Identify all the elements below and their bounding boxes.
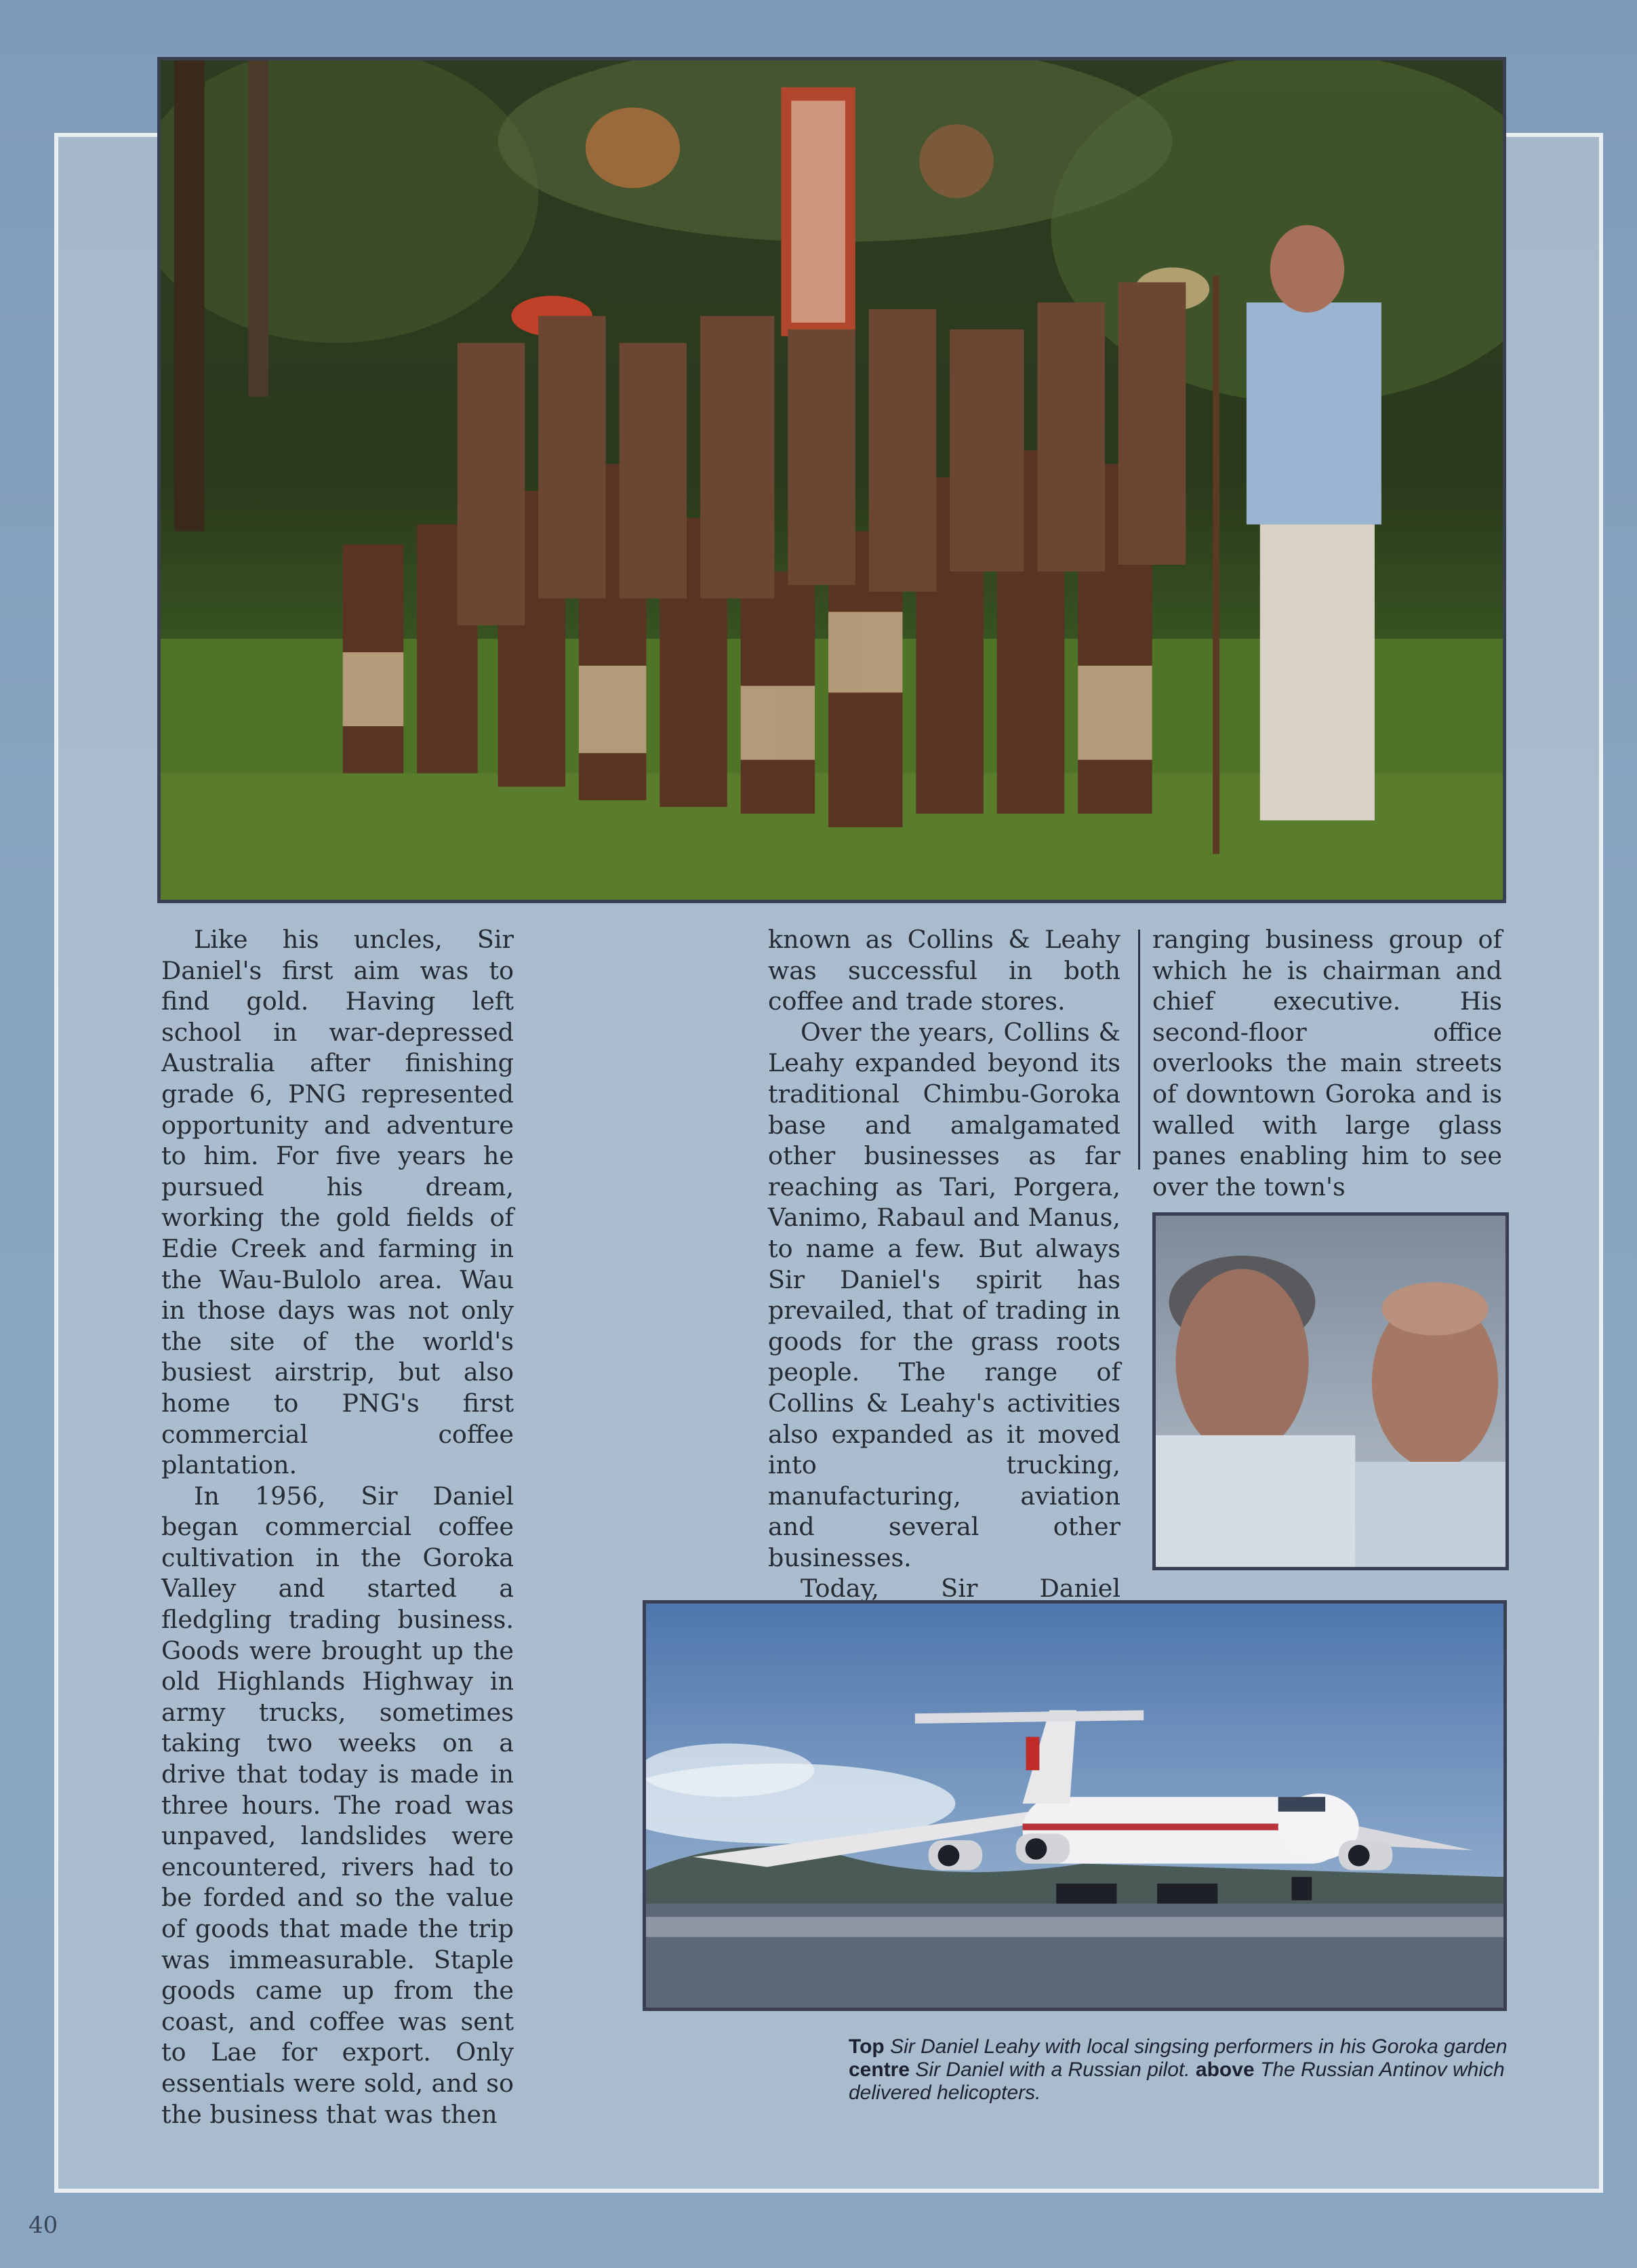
photo-caption [849,2035,1513,2105]
photo-singsing-performers [157,57,1506,903]
article-paragraph: Today, Sir Daniel [801,1574,1120,1604]
article-paragraph: Like his uncles, Sir Daniel's first aim was to find gold. Having left school in war-depressed Australia after finishing grade 6, PNG represented opportunity and adventure to him. For five years he pursued his dream, working the gold fields of Edie Creek and farming in the Wau-Bulolo area. Wau in those days was not only the site of the world's busiest airstrip, but also home to PNG's first commercial coffee plantation. [161,925,514,1480]
caption-top-label: Top [849,2035,885,2058]
article-paragraph: known as Collins & Leahy was successful in both coffee and trade stores. [768,925,1120,1016]
caption-above-label: above [1195,2058,1255,2081]
photo-russian-antinov [643,1600,1507,2011]
article-paragraph: ranging business group of which he is chairman and chief executive. His second-floor office overlooks the main streets of downtown Goroka and is walled with large glass panes enabling him to see over the town's [1152,925,1502,1201]
photo-antinov-image [646,1604,1503,2008]
article-column-3 [1152,924,1502,1202]
article-paragraph: In 1956, Sir Daniel began commercial coffee cultivation in the Goroka Valley and started a fledgling trading business. Goods were brought up the old Highlands Highway in army trucks, sometimes taking two weeks on a drive that today is made in three hours. The road was unpaved, landslides were encountered, rivers had to be forded and so the value of goods that made the trip was immeasurable. Staple goods came up from the coast, and coffee was sent to Lae for export. Only essentials were sold, and so the business that was then [161,1481,514,2129]
photo-pilot-image [1156,1216,1505,1567]
caption-centre-text: Sir Daniel with a Russian pilot. [915,2058,1190,2081]
column-divider [1138,930,1140,1170]
article-column-2 [768,924,1120,1635]
article-paragraph: Over the years, Collins & Leahy expanded beyond its traditional Chimbu-Goroka base and amalgamated other businesses as far reaching as Tari, Porgera, Vanimo, Rabaul and Manus, to name a few. But always Sir Daniel's spirit has prevailed, that of trading in goods for the grass roots people. The range of Collins & Leahy's activities also expanded as it moved into trucking, manufacturing, aviation and several other businesses. [768,1017,1120,1572]
page-number: 40 [28,2212,58,2239]
photo-singsing-image [161,60,1503,900]
caption-top-text: Sir Daniel Leahy with local singsing performers in his Goroka garden [890,2035,1508,2058]
article-column-1 [161,924,514,2130]
photo-sir-daniel-pilot [1152,1212,1509,1570]
caption-centre-label: centre [849,2058,910,2081]
caption-above-text: The Russian Antinov which delivered helicopters. [849,2058,1505,2104]
